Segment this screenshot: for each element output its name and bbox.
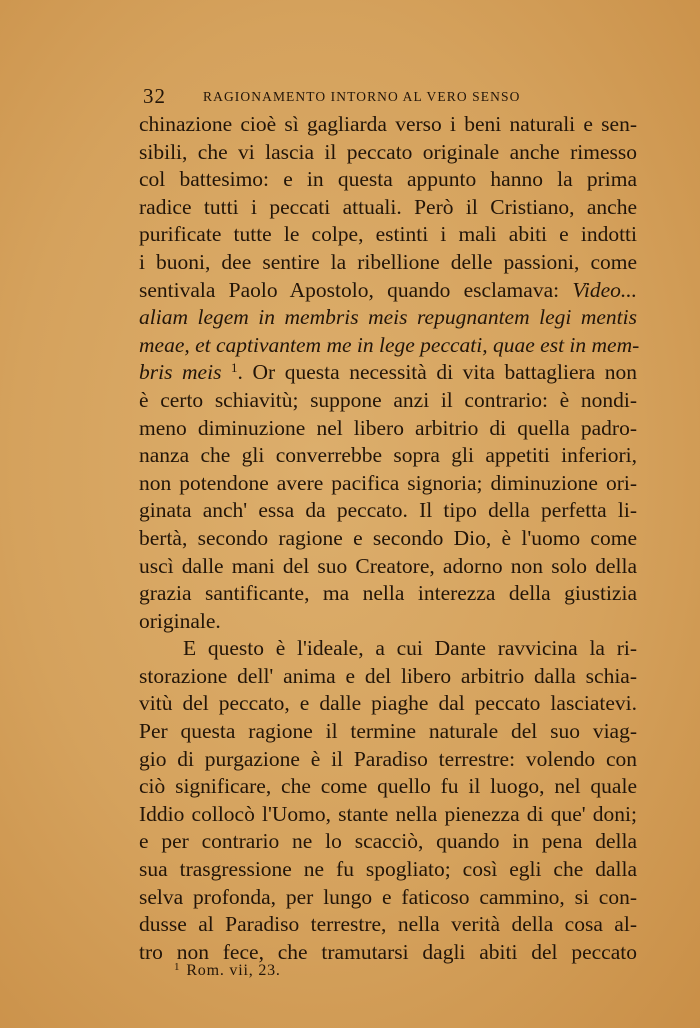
- text-line: chinazione cioè sì gagliarda verso i beni naturali e sen-: [139, 112, 637, 136]
- text-line: gio di purgazione è il Paradiso terrestre: volendo con: [139, 746, 637, 771]
- latin-quote-end: bris meis: [139, 360, 222, 385]
- text-line: tro non fece, che tramutarsi dagli abiti del peccato: [139, 939, 637, 964]
- text-line: è certo schiavitù; suppone anzi il contrario: è nondi-: [139, 387, 637, 412]
- footnote-reference: 1: [231, 360, 238, 376]
- text-segment: sentivala Paolo Apostolo, quando esclamava:: [139, 277, 560, 302]
- text-line: [139, 277, 637, 305]
- running-title: RAGIONAMENTO INTORNO AL VERO SENSO: [203, 89, 521, 104]
- paragraph-first-line: E questo è l'ideale, a cui Dante ravvicina la ri-: [183, 636, 637, 661]
- body-text: [139, 111, 640, 966]
- text-line: selva profonda, per lungo e faticoso cammino, si con-: [139, 884, 637, 909]
- text-line: Per questa ragione il termine naturale del suo viag-: [139, 719, 637, 744]
- latin-quote-line: meae, et captivantem me in lege peccati, quae est in mem-: [139, 332, 640, 357]
- text-line: radice tutti i peccati attuali. Però il Cristiano, anche: [139, 194, 637, 219]
- text-line: dusse al Paradiso terrestre, nella verità della cosa al-: [139, 912, 637, 937]
- text-line: storazione dell' anima e del libero arbitrio dalla schia-: [139, 663, 637, 688]
- paragraph-last-line: originale.: [139, 608, 221, 633]
- text-line: uscì dalle mani del suo Creatore, adorno non solo della: [139, 553, 637, 578]
- text-line: vitù del peccato, e dalle piaghe dal peccato lasciatevi.: [139, 691, 637, 716]
- text-line: [139, 359, 637, 387]
- text-line: e per contrario ne lo scacciò, quando in pena della: [139, 829, 637, 854]
- text-line: col battesimo: e in questa appunto hanno la prima: [139, 167, 637, 192]
- page-header: [143, 84, 643, 108]
- latin-quote-start: Video...: [572, 277, 637, 302]
- page-number: 32: [143, 84, 166, 108]
- text-line: Iddio collocò l'Uomo, stante nella pienezza di que' doni;: [139, 801, 637, 826]
- text-line: sibili, che vi lascia il peccato originale anche rimesso: [139, 139, 637, 164]
- text-line: nanza che gli converrebbe sopra gli appetiti inferiori,: [139, 443, 637, 468]
- text-line: meno diminuzione nel libero arbitrio di quella padro-: [139, 415, 637, 440]
- text-line: purificate tutte le colpe, estinti i mali abiti e indotti: [139, 222, 637, 247]
- latin-quote-line: aliam legem in membris meis repugnantem legi mentis: [139, 305, 637, 330]
- footnote-text: Rom. vii, 23.: [186, 962, 281, 979]
- footnote: [174, 961, 281, 980]
- footnote-mark: 1: [174, 961, 181, 973]
- text-line: non potendone avere pacifica signoria; diminuzione ori-: [139, 470, 637, 495]
- text-line: bertà, secondo ragione e secondo Dio, è l'uomo come: [139, 525, 637, 550]
- text-line: i buoni, dee sentire la ribellione delle passioni, come: [139, 249, 637, 274]
- text-line: grazia santificante, ma nella interezza della giustizia: [139, 581, 637, 606]
- text-line: ciò significare, che come quello fu il luogo, nel quale: [139, 774, 637, 799]
- text-line: sua trasgressione ne fu spogliato; così egli che dalla: [139, 857, 637, 882]
- text-line: ginata anch' essa da peccato. Il tipo della perfetta li-: [139, 498, 637, 523]
- text-segment: . Or questa necessità di vita battagliera non: [237, 360, 638, 385]
